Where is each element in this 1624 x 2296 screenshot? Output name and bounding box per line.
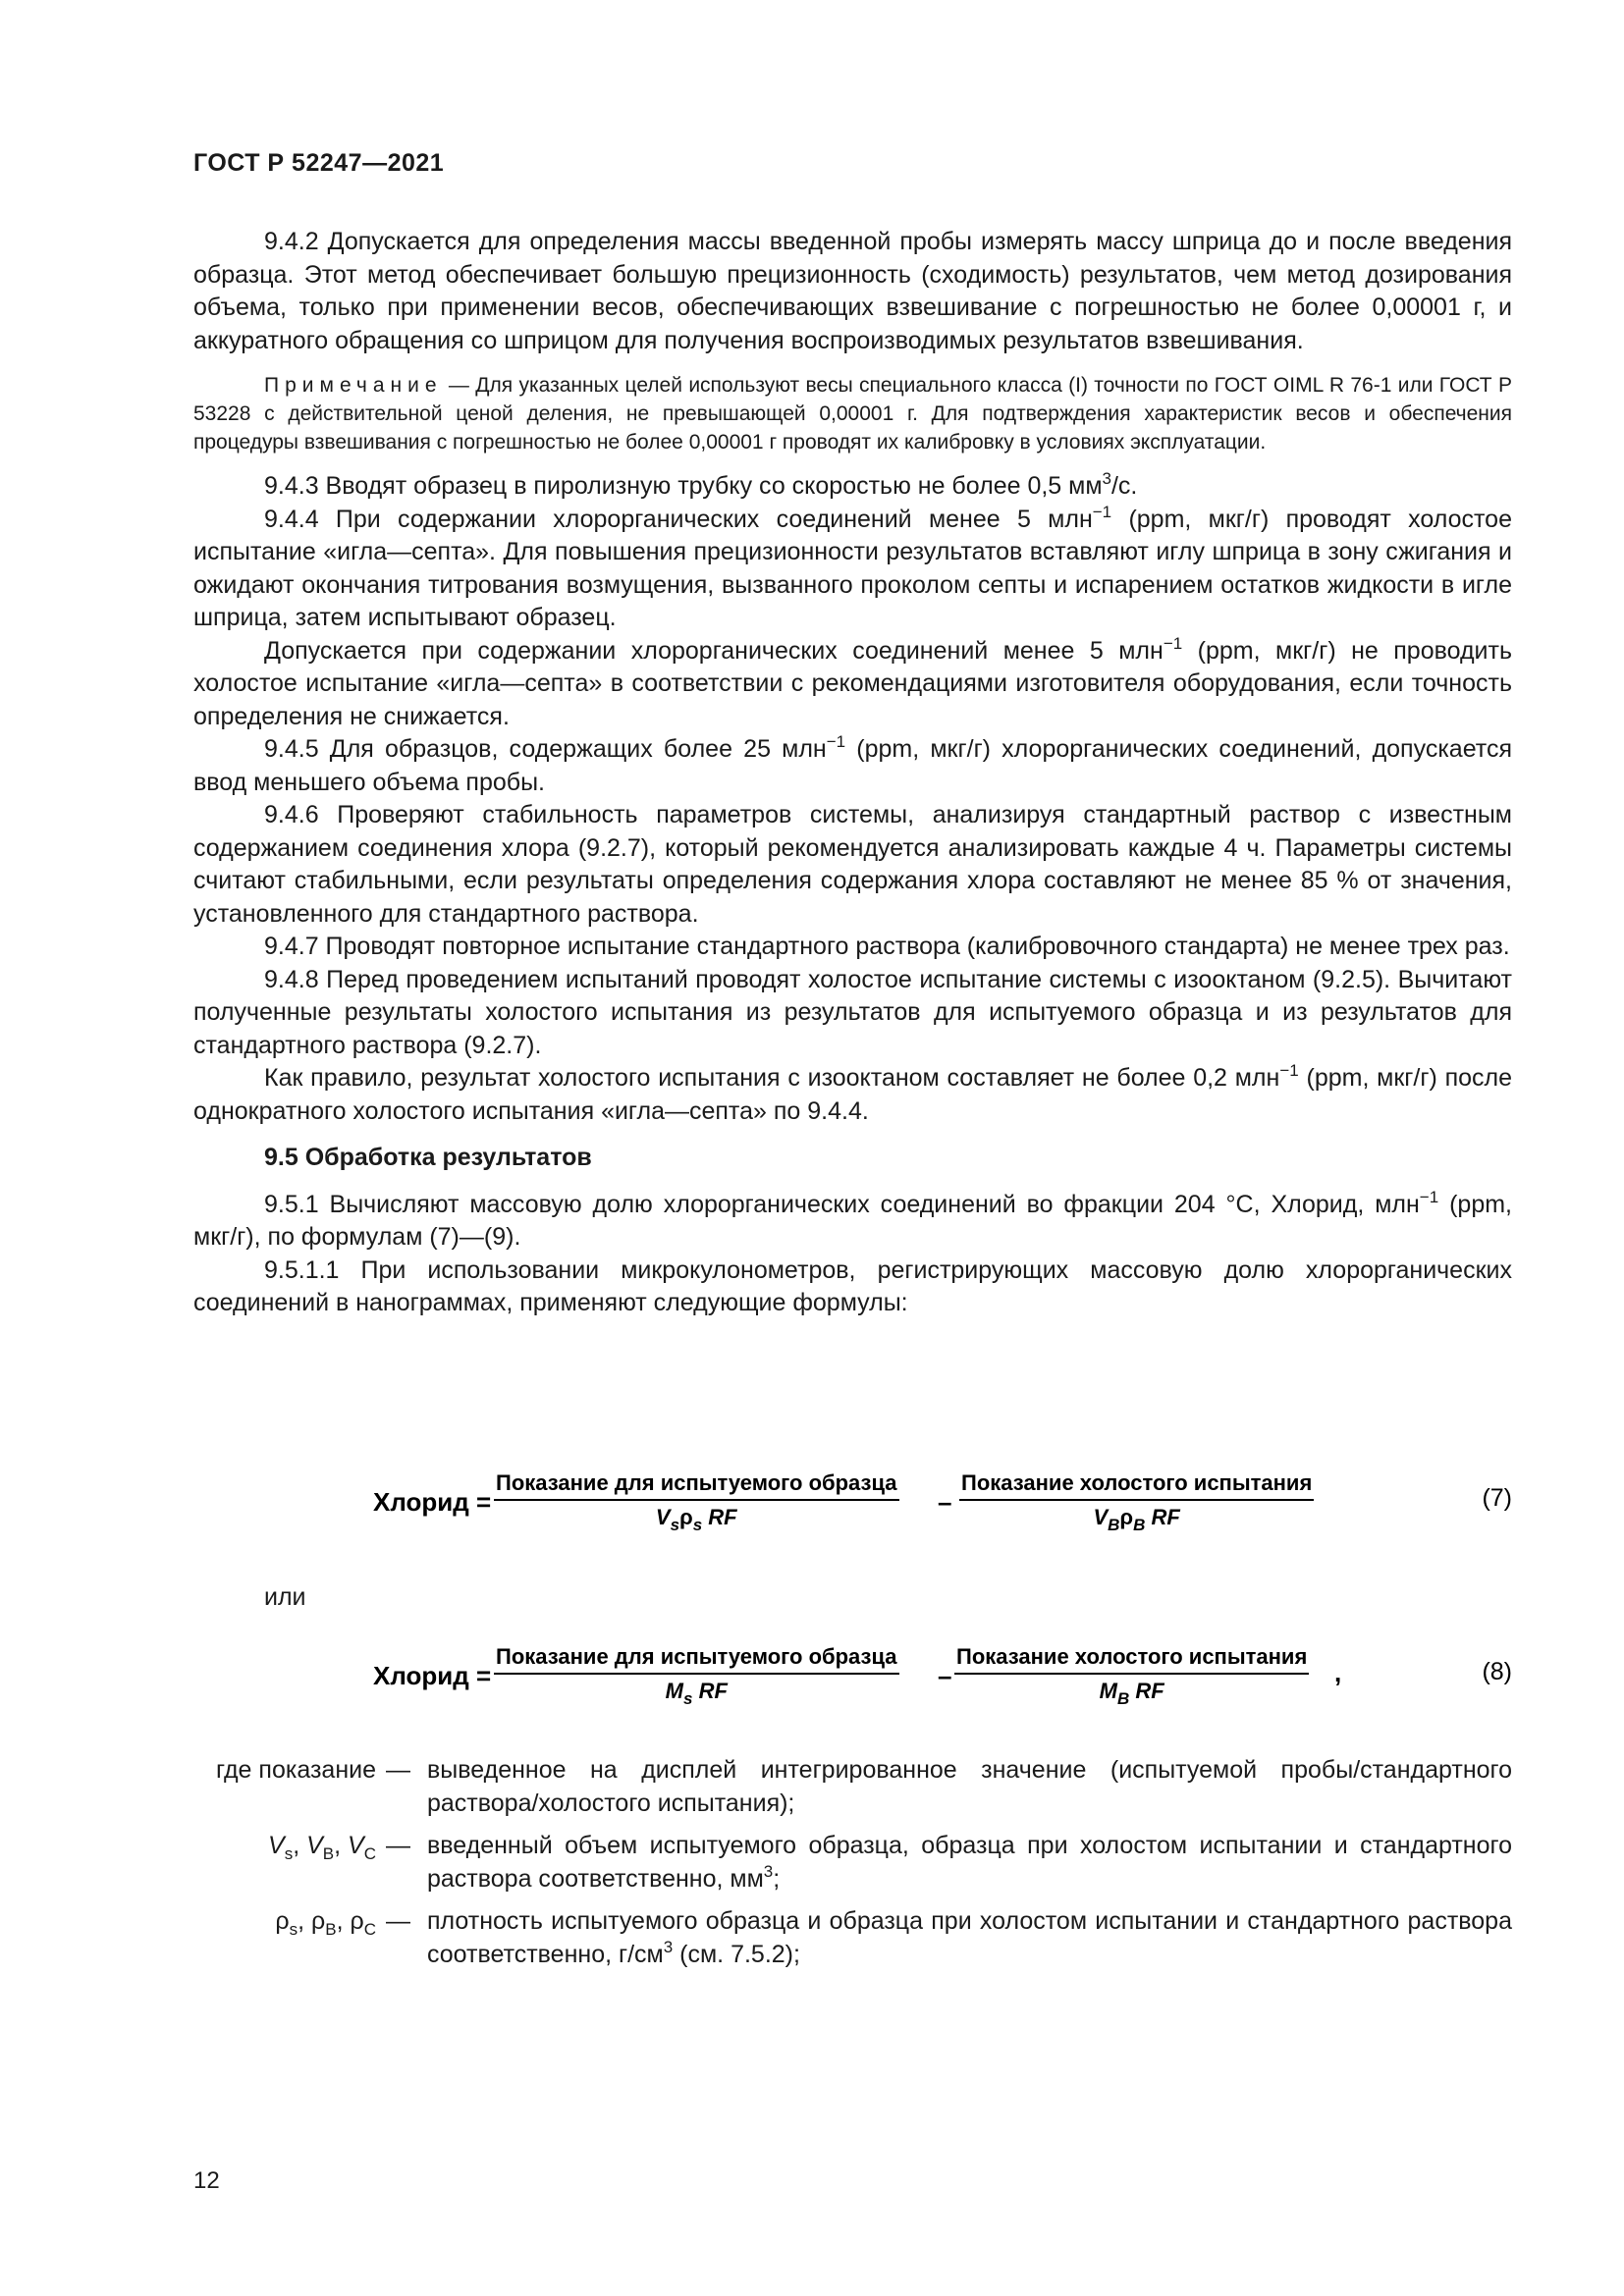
paragraph-9-4-5: 9.4.5 Для образцов, содержащих более 25 млн$^{-1}$ (ppm, мкг/г) хлорорганических соединений, допускается ввод меньшего объема пробы.	[193, 732, 1512, 796]
formula-7-numerator-sample: Показание для испытуемого образца	[494, 1470, 899, 1501]
formula-7-number: (7)	[1482, 1484, 1512, 1512]
formula-8-minus: –	[938, 1661, 952, 1690]
formula-8-denominator-blank: $M_B$ RF	[1099, 1679, 1164, 1708]
formula-8-numerator-blank: Показание холостого испытания	[954, 1644, 1309, 1675]
paragraph-9-4-4-cont: Допускается при содержании хлорорганических соединений менее 5 млн$^{-1}$ (ppm, мкг/г) не проводить холостое испытание «игла—септа» в соответствии с рекомендациями изготовителя оборудования, если точность определения не снижается.	[193, 633, 1512, 730]
legend-symbol: $V_s$, $V_B$, $V_C$	[268, 1832, 376, 1863]
document-header: ГОСТ Р 52247—2021	[193, 149, 445, 177]
formula-7-numerator-blank: Показание холостого испытания	[959, 1470, 1314, 1501]
legend-dash: —	[386, 1756, 410, 1784]
legend-description: плотность испытуемого образца и образца при холостом испытании и стандартного раствора соответственно, $г/см^3$ (см. 7.5.2);	[427, 1907, 1512, 1968]
formula-7	[193, 1470, 1512, 1539]
document-body	[193, 226, 1512, 1320]
legend-description: введенный объем испытуемого образца, образца при холостом испытании и стандартного раствора соответственно, $мм^3$;	[427, 1832, 1512, 1893]
paragraph-9-4-7: 9.4.7 Проводят повторное испытание стандартного раствора (калибровочного стандарта) не менее трех раз.	[264, 933, 1510, 960]
connector-ili: или	[264, 1583, 306, 1611]
symbol-legend	[193, 1754, 1512, 1981]
formula-8	[193, 1644, 1512, 1713]
legend-row-density	[193, 1905, 1512, 1971]
formula-7-fraction-sample	[494, 1470, 899, 1534]
formula-7-lhs: Хлорид =	[373, 1487, 492, 1517]
formula-8-number: (8)	[1482, 1658, 1512, 1685]
note-label: Примечание	[264, 374, 443, 397]
formula-7-minus: –	[938, 1487, 952, 1517]
note	[193, 371, 1512, 456]
section-heading-9-5: 9.5 Обработка результатов	[264, 1144, 592, 1171]
formula-8-fraction-blank	[954, 1644, 1309, 1708]
formula-7-denominator-sample: $V_s\rho_s$ RF	[655, 1505, 737, 1534]
formula-8-comma: ,	[1334, 1658, 1342, 1687]
note-text: — Для указанных целей используют весы специального класса (I) точности по ГОСТ OIML R 76-1 или ГОСТ Р 53228 с действительной ценой деления, не превышающей 0,00001 г. Для подтверждения характеристик весов и обеспечения процедуры взвешивания с погрешностью не более 0,00001 г проводят их калибровку в условиях эксплуатации.	[193, 374, 1512, 454]
formula-8-fraction-sample	[494, 1644, 899, 1708]
legend-description: выведенное на дисплей интегрированное значение (испытуемой пробы/стандартного раствора/холостого испытания);	[427, 1756, 1512, 1817]
formula-8-numerator-sample: Показание для испытуемого образца	[494, 1644, 899, 1675]
paragraph-9-4-3: 9.4.3 Вводят образец в пиролизную трубку со скоростью не более 0,5 $мм^3/с$.	[264, 469, 1138, 500]
legend-dash: —	[386, 1907, 410, 1935]
legend-row-volume	[193, 1830, 1512, 1896]
paragraph-9-5-1-1: 9.5.1.1 При использовании микрокулонометров, регистрирующих массовую долю хлорорганических соединений в нанограммах, применяют следующие формулы:	[193, 1255, 1512, 1316]
paragraph-9-4-6: 9.4.6 Проверяют стабильность параметров системы, анализируя стандартный раствор с известным содержанием соединения хлора (9.2.7), который рекомендуется анализировать каждые 4 ч. Параметры системы считают стабильными, если результаты определения содержания хлора составляют не менее 85 % от значения, установленного для стандартного раствора.	[193, 801, 1512, 928]
formula-8-lhs: Хлорид =	[373, 1661, 492, 1690]
paragraph-9-4-2: 9.4.2 Допускается для определения массы введенной пробы измерять массу шприца до и после введения образца. Этот метод обеспечивает большую прецизионность (сходимость) результатов, чем метод дозирования объема, только при применении весов, обеспечивающих взвешивание с погрешностью не более 0,00001 г, и аккуратного обращения со шприцом для получения воспроизводимых результатов взвешивания.	[193, 228, 1512, 354]
formula-7-denominator-blank: $V_B\rho_B$ RF	[1093, 1505, 1180, 1534]
page-number: 12	[193, 2167, 220, 2194]
formula-8-denominator-sample: $M_s$ RF	[665, 1679, 728, 1708]
paragraph-9-4-8: 9.4.8 Перед проведением испытаний проводят холостое испытание системы с изооктаном (9.2.5). Вычитают полученные результаты холостого испытания из результатов для испытуемого образца и из результатов для стандартного раствора (9.2.7).	[193, 965, 1512, 1059]
legend-row-pokazanie	[193, 1754, 1512, 1820]
paragraph-9-4-4: 9.4.4 При содержании хлорорганических соединений менее 5 млн$^{-1}$ (ppm, мкг/г) проводят холостое испытание «игла—септа». Для повышения прецизионности результатов вставляют иглу шприца в зону сжигания и ожидают окончания титрования возмущения, вызванного проколом септы и испарением остатков жидкости в игле шприца, затем испытывают образец.	[193, 502, 1512, 631]
paragraph-9-5-1: 9.5.1 Вычисляют массовую долю хлорорганических соединений во фракции 204 °С, Хлорид, млн$^{-1}$ (ppm, мкг/г), по формулам (7)—(9).	[193, 1187, 1513, 1251]
legend-symbol: где показание	[215, 1756, 376, 1784]
formula-7-fraction-blank	[959, 1470, 1314, 1534]
legend-dash: —	[386, 1832, 410, 1859]
legend-symbol: $\rho_s$, $\rho_B$, $\rho_C$	[275, 1907, 376, 1939]
paragraph-9-4-8-cont: Как правило, результат холостого испытания с изооктаном составляет не более 0,2 млн$^{-1}$ (ppm, мкг/г) после однократного холостого испытания «игла—септа» по 9.4.4.	[193, 1061, 1512, 1125]
